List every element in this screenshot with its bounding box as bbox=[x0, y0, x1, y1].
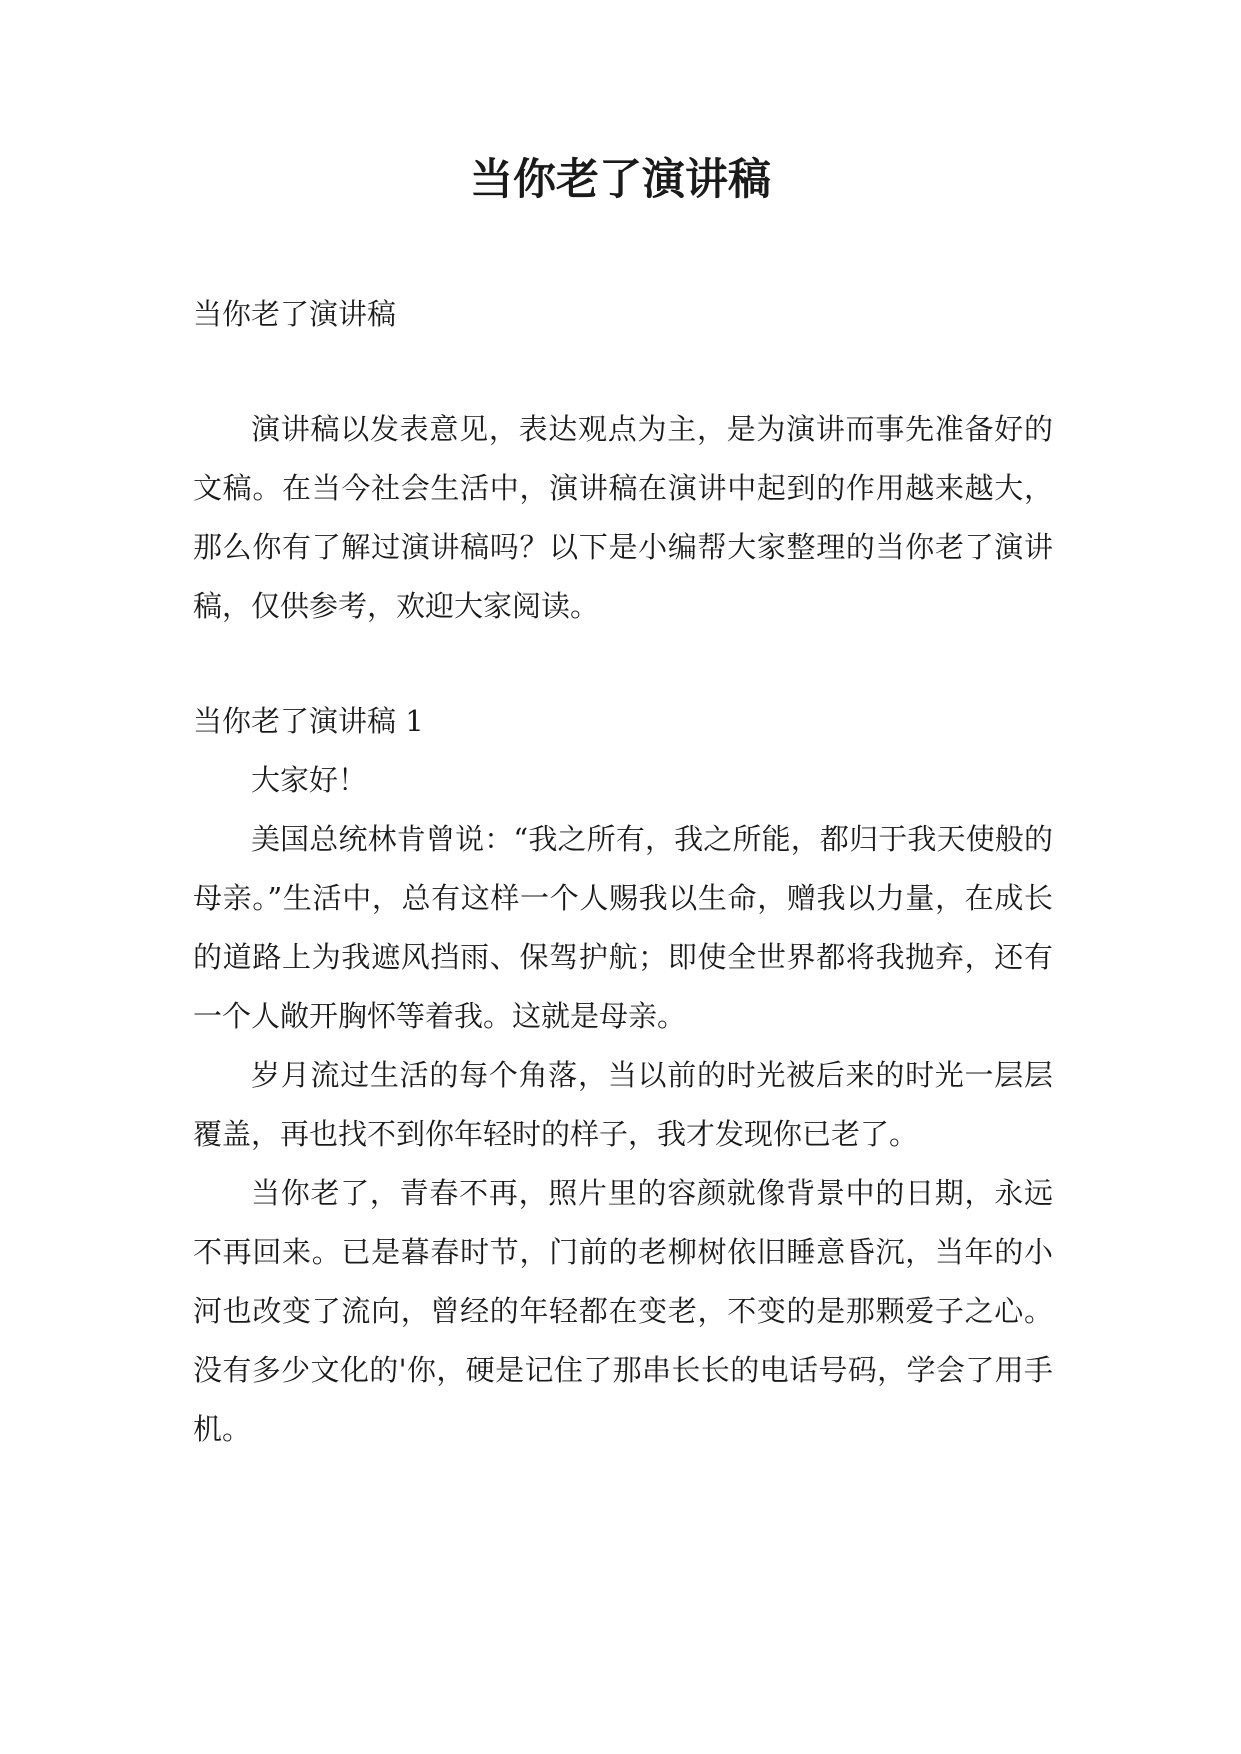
document-title: 当你老了演讲稿 bbox=[470, 155, 771, 205]
greeting: 大家好！ bbox=[251, 763, 368, 797]
document-body bbox=[193, 285, 1053, 1459]
spacer bbox=[193, 636, 1053, 692]
section-heading: 当你老了演讲稿 1 bbox=[193, 704, 424, 738]
spacer bbox=[193, 344, 1053, 400]
body-paragraph: 岁月流过生活的每个角落，当以前的时光被后来的时光一层层覆盖，再也找不到你年轻时的样子，我才发现你已老了。 bbox=[193, 1058, 1053, 1151]
document-subtitle: 当你老了演讲稿 bbox=[193, 297, 397, 331]
body-paragraph: 当你老了，青春不再，照片里的容颜就像背景中的日期，永远不再回来。已是暮春时节，门前的老柳树依旧睡意昏沉，当年的小河也改变了流向，曾经的年轻都在变老，不变的是那颗爱子之心。没有多少文化的'你，硬是记住了那串长长的电话号码，学会了用手机。 bbox=[193, 1176, 1053, 1446]
body-paragraph: 美国总统林肯曾说：“我之所有，我之所能，都归于我天使般的母亲。”生活中，总有这样一个人赐我以生命，赠我以力量，在成长的道路上为我遮风挡雨、保驾护航；即使全世界都将我抛弃，还有一个人敞开胸怀等着我。这就是母亲。 bbox=[193, 822, 1053, 1033]
intro-paragraph: 演讲稿以发表意见，表达观点为主，是为演讲而事先准备好的文稿。在当今社会生活中，演讲稿在演讲中起到的作用越来越大，那么你有了解过演讲稿吗？以下是小编帮大家整理的当你老了演讲稿，仅供参考，欢迎大家阅读。 bbox=[193, 412, 1053, 623]
